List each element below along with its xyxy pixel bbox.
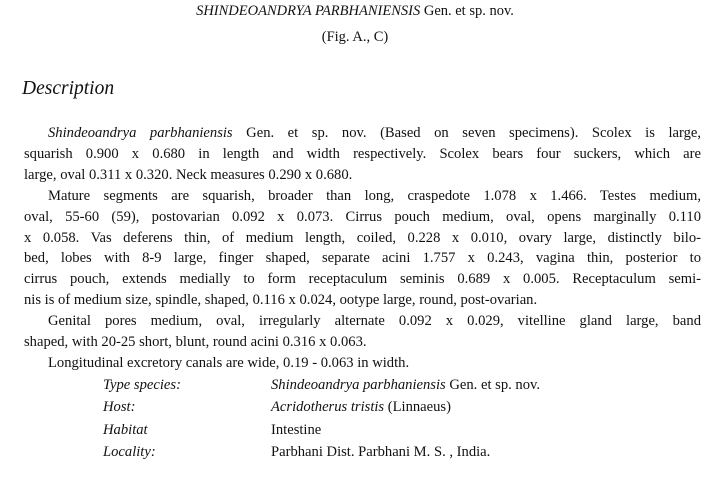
text-line <box>24 144 701 165</box>
row-label: Host: <box>103 399 136 416</box>
text-line <box>24 290 701 311</box>
row-value <box>271 419 321 441</box>
description-body <box>24 123 701 374</box>
species-name: SHINDEOANDRYA PARBHANIENSIS <box>196 3 421 19</box>
text-line <box>24 332 701 353</box>
article-title <box>0 3 710 20</box>
row-label: Habitat <box>103 421 148 438</box>
table-row <box>103 374 540 396</box>
value-text: Parbhani Dist. Parbhani M. S. , India. <box>271 444 491 461</box>
text-line <box>24 248 701 269</box>
line-text: large, oval 0.311 x 0.320. Neck measures 0.290 x 0.680. <box>24 166 353 183</box>
italic-text: Shindeoandrya parbhaniensis <box>48 125 233 141</box>
line-text: oval, 55-60 (59), postovarian 0.092 x 0.073. Cirrus pouch medium, oval, opens marginally 0.110 <box>24 208 701 225</box>
text-line <box>24 186 701 207</box>
line-text: x 0.058. Vas deferens thin, of medium length, coiled, 0.228 x 0.010, ovary large, distinctly bilo- <box>24 229 701 246</box>
italic-text: Shindeoandrya parbhaniensis <box>271 377 446 393</box>
line-text: cirrus pouch, extends medially to form receptaculum seminis 0.689 x 0.005. Receptaculum semi- <box>24 271 701 288</box>
row-label: Type species: <box>103 377 181 393</box>
line-text: Genital pores medium, oval, irregularly alternate 0.092 x 0.029, vitelline gland large, band <box>48 313 701 330</box>
title-suffix: Gen. et sp. nov. <box>420 3 514 19</box>
value-text: Gen. et sp. nov. <box>445 377 541 393</box>
row-value <box>271 396 451 418</box>
line-text: Gen. et sp. nov. (Based on seven specimens). Scolex is large, <box>232 125 701 141</box>
table-row <box>103 396 540 418</box>
taxonomy-table <box>103 374 540 464</box>
text-line <box>24 269 701 290</box>
row-value <box>271 441 490 463</box>
text-line <box>24 353 701 374</box>
line-text: shaped, with 20-25 short, blunt, round acini 0.316 x 0.063. <box>24 334 367 351</box>
text-line <box>24 123 701 144</box>
value-text: (Linnaeus) <box>384 399 451 416</box>
row-value <box>271 374 540 396</box>
table-row <box>103 441 540 463</box>
value-text: Intestine <box>271 421 322 438</box>
line-text: bed, lobes with 8-9 large, finger shaped, separate acini 1.757 x 0.243, vagina thin, posterior to <box>24 250 701 267</box>
text-line <box>24 207 701 228</box>
text-line <box>24 165 701 186</box>
line-text: squarish 0.900 x 0.680 in length and width respectively. Scolex bears four suckers, which are <box>24 145 701 162</box>
text-line <box>24 228 701 249</box>
text-line <box>24 311 701 332</box>
italic-text: Acridotherus tristis <box>271 399 385 416</box>
line-text: nis is of medium size, spindle, shaped, 0.116 x 0.024, ootype large, round, post-ovarian. <box>24 292 538 309</box>
line-text: Longitudinal excretory canals are wide, 0.19 - 0.063 in width. <box>48 354 410 371</box>
figure-reference: (Fig. A., C) <box>321 29 389 45</box>
row-label: Locality: <box>103 444 156 461</box>
line-text: Mature segments are squarish, broader than long, craspedote 1.078 x 1.466. Testes medium, <box>48 187 701 204</box>
table-row <box>103 419 540 441</box>
section-heading: Description <box>22 78 115 99</box>
